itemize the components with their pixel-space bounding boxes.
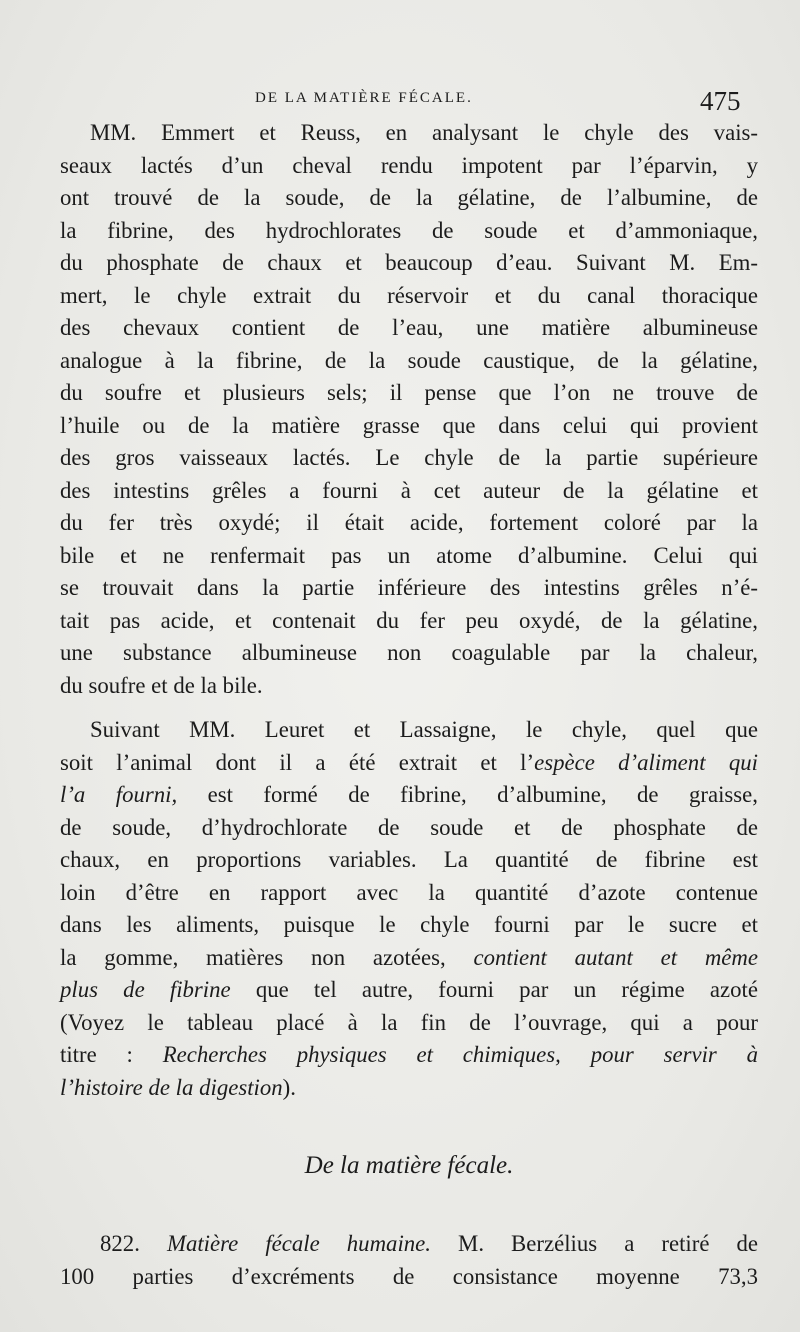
italic-run: l’a fourni, [60,782,178,807]
page-header [0,86,800,116]
text-line: une substance albumineuse non coagulable par la chaleur, [60,640,758,665]
text-run: la gomme, matières non azotées, [60,944,474,970]
text-line: du fer très oxydé; il était acide, fortement coloré par la [60,510,758,535]
paragraph-3 [60,1228,758,1293]
text-line [60,1228,758,1261]
text-line: du phosphate de chaux et beaucoup d’eau. Suivant M. Em- [60,250,758,275]
text-line: (Voyez le tableau placé à la fin de l’ouvrage, qui a pour [60,1009,758,1035]
text-line [60,1039,758,1072]
text-line: des intestins grêles a fourni à cet auteur de la gélatine et [60,477,758,503]
text-line: bile et ne renfermait pas un atome d’albumine. Celui qui [60,542,758,568]
italic-run: Matière fécale humaine. [166,1231,431,1256]
text-line: se trouvait dans la partie inférieure des intestins grêles n’é- [60,575,758,600]
text-line: du soufre et plusieurs sels; il pense que l’on ne trouve de [60,380,758,405]
italic-run: contient autant et même [473,944,758,970]
text-run: est formé de fibrine, d’albumine, de graisse, [177,782,758,807]
section-gap [60,1186,758,1228]
paragraph-number: 822. [100,1231,167,1256]
text-line: chaux, en proportions variables. La quantité de fibrine est [60,847,758,872]
text-line: des chevaux contient de l’eau, une matière albumineuse [60,315,758,340]
page-number: 475 [700,86,741,116]
text-line: des gros vaisseaux lactés. Le chyle de la partie supérieure [60,445,758,470]
section-gap [60,1104,758,1146]
text-line: loin d’être en rapport avec la quantité d’azote contenue [60,879,758,905]
text-run: ). [282,1074,296,1100]
text-line: l’huile ou de la matière grasse que dans celui qui provient [60,412,758,438]
text-run: titre : [60,1042,163,1067]
text-line: Suivant MM. Leuret et Lassaigne, le chyle, quel que [90,717,758,742]
text-run: soit l’animal dont il a été extrait et l’ [60,749,535,775]
italic-run: Recherches physiques et chimiques, pour servir à [162,1042,758,1067]
italic-run: plus de fibrine [60,977,231,1002]
text-line: la fibrine, des hydrochlorates de soude et d’ammoniaque, [60,217,758,243]
text-line: dans les aliments, puisque le chyle fourni par le sucre et [60,912,758,937]
italic-run: l’histoire de la digestion [60,1074,283,1100]
page-body [60,117,758,1293]
text-line [60,747,758,780]
text-line: de soude, d’hydrochlorate de soude et de phosphate de [60,814,758,840]
paragraph-1 [60,117,758,702]
italic-run: espèce d’aliment qui [534,749,758,775]
text-line: seaux lactés d’un cheval rendu impotent par l’éparvin, y [60,152,758,178]
text-line: MM. Emmert et Reuss, en analysant le chyle des vais- [90,120,758,145]
text-line: analogue à la fibrine, de la soude caustique, de la gélatine, [60,347,758,373]
text-line [60,779,758,812]
text-line: ont trouvé de la soude, de la gélatine, de l’albumine, de [60,185,758,210]
section-heading: De la matière fécale. [304,1152,514,1179]
paragraph-gap [60,702,758,714]
text-run: que tel autre, fourni par un régime azoté [230,977,758,1002]
text-line [60,1072,758,1105]
text-line: 100 parties d’excréments de consistance moyenne 73,3 [60,1263,758,1289]
running-title: DE LA MATIÈRE FÉCALE. [255,90,473,106]
text-line [60,974,758,1007]
text-line [60,942,758,975]
text-line: tait pas acide, et contenait du fer peu oxydé, de la gélatine, [60,607,758,633]
text-run: M. Berzélius a retiré de [431,1231,759,1256]
paragraph-2 [60,714,758,1104]
text-line: du soufre et de la bile. [60,672,263,698]
text-line: mert, le chyle extrait du réservoir et du canal thoracique [60,282,758,308]
